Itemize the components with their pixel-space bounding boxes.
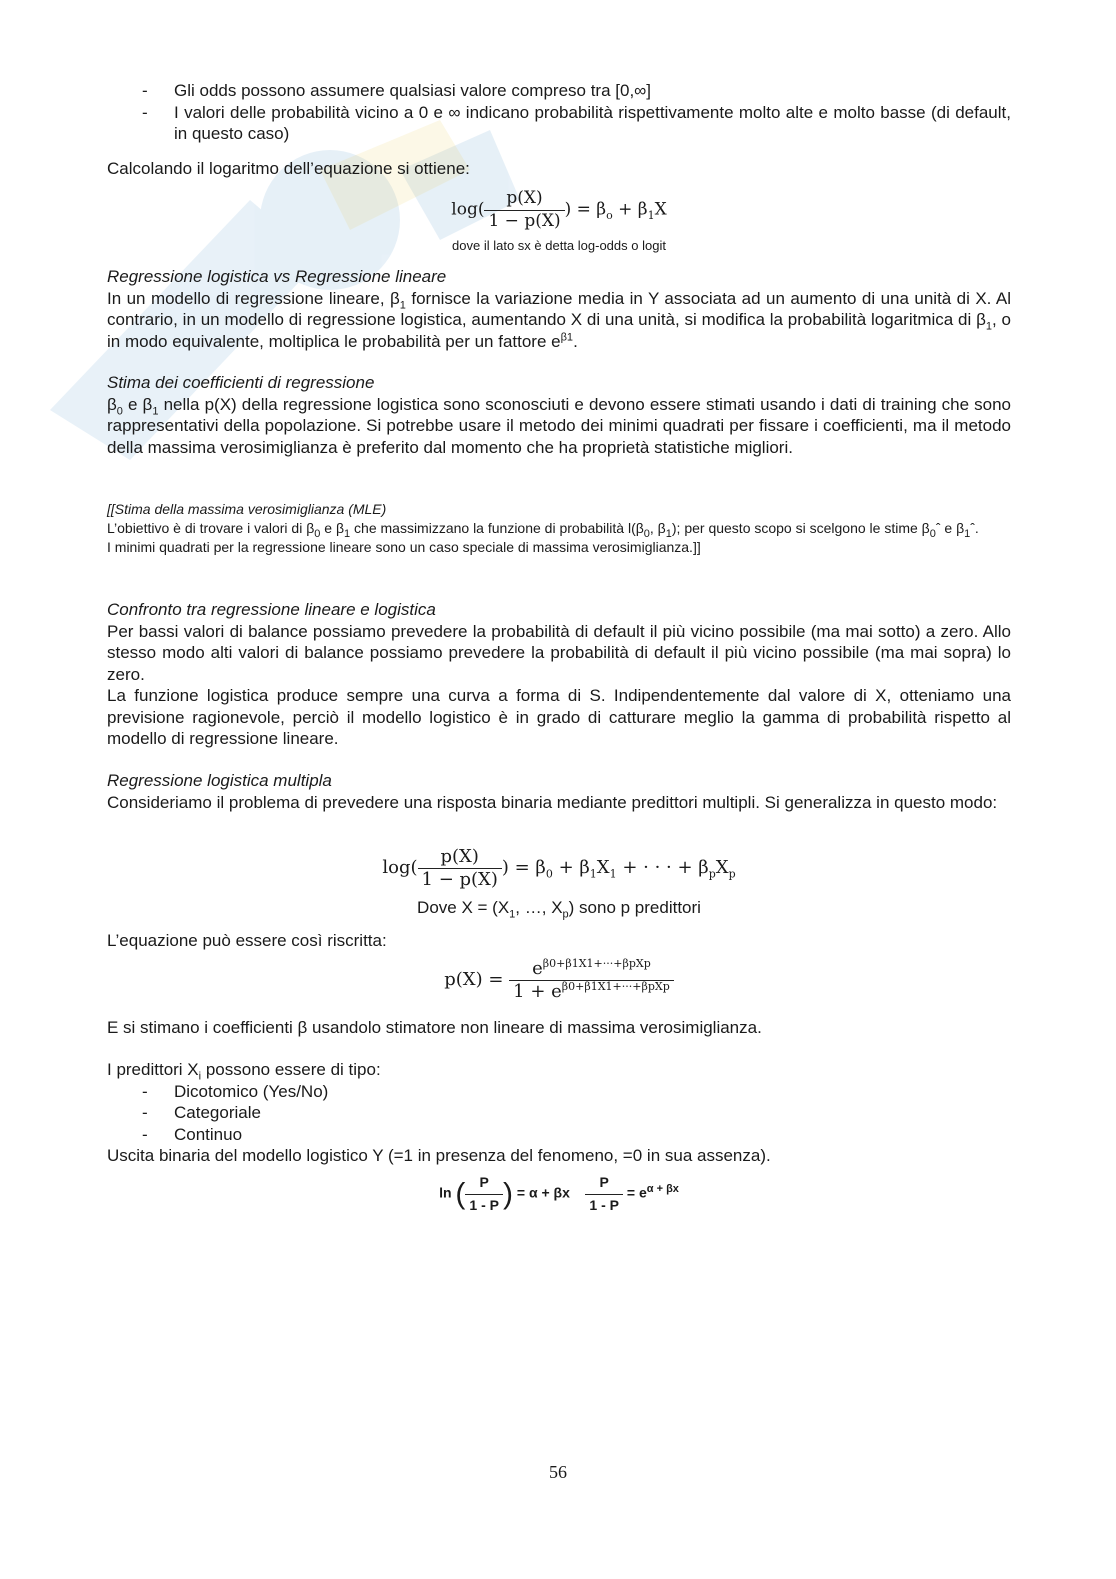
list-item: - Continuo xyxy=(107,1124,1011,1146)
predictors-caption: Dove $X = (X_1$, …, $X_p$) sono p predittori xyxy=(417,898,701,921)
section-heading: Regressione logistica vs Regressione lineare xyxy=(107,267,447,286)
section-paragraph: In un modello di regressione lineare, $\beta_1$ fornisce la variazione media in Y associata ad un aumento di una unità di X. Al contrario, in un modello di regressione logistica, aumentando X di una unità, si modifica la probabilità logaritmica di $\beta_1$, o in modo equivalente, moltiplica le probabilità per un fattore $e^{\beta 1}$. xyxy=(107,288,1012,351)
list-item: - Gli odds possono assumere qualsiasi valore compreso tra [0,∞] xyxy=(107,80,1011,102)
section-heading: Confronto tra regressione lineare e logistica xyxy=(107,600,436,619)
section-heading: [[Stima della massima verosimiglianza (MLE) xyxy=(107,501,387,517)
probability-formula: p(X) = $\frac{e^{\beta 0+\beta 1X1+\cdot\cdot\cdot+\beta pXp}}{1 + e^{\beta 0+\beta 1X1+\cdot\cdot\cdot+\beta pXp}}$ xyxy=(107,958,1011,1002)
section-vs xyxy=(107,266,1011,352)
section-paragraph: I minimi quadrati per la regressione lineare sono un caso speciale di massima verosimiglianza.]] xyxy=(107,539,701,555)
list-item: - I valori delle probabilità vicino a 0 e ∞ indicano probabilità rispettivamente molto alte e molto basse (di default, in questo caso) xyxy=(107,102,1011,145)
fraction: $\frac{p(X)}{1 - p(X)}$ xyxy=(484,188,564,232)
section-paragraph: Consideriamo il problema di prevedere una risposta binaria mediante predittori multipli. Si generalizza in questo modo: xyxy=(107,792,998,812)
section-predittori xyxy=(107,1059,1011,1167)
fraction: $\frac{P}{1 - P}$ xyxy=(585,1172,623,1216)
ln-formula: ln ( $\frac{P}{1 - P}$ ) = α + βx $\frac{P}{1 - P}$ = $e^{\alpha + \beta x}$ xyxy=(107,1172,1011,1216)
multiple-logit-formula: log( $\frac{p(X)}{1 - p(X)}$ ) = $\beta_0 + \beta_1X_1$ + · · · + $\beta_pX_p$ xyxy=(382,846,736,890)
section-paragraph: $\beta_0$ e $\beta_1$ nella p(X) della regressione logistica sono sconosciuti e devono essere stimati usando i dati di training che sono rappresentativi della popolazione. Si potrebbe usare il metodo dei minimi quadrati per fissare i coefficienti, ma il metodo della massima verosimiglianza è preferito dal momento che ha proprietà statistiche migliori. xyxy=(107,394,1011,457)
fraction: $\frac{P}{1 - P}$ xyxy=(465,1172,503,1216)
predictor-type-list xyxy=(107,1081,1011,1146)
section-heading: Stima dei coefficienti di regressione xyxy=(107,373,375,392)
section-mle xyxy=(107,500,1011,557)
rewrite-text: L’equazione può essere così riscritta: xyxy=(107,931,387,950)
section-multipla xyxy=(107,770,1011,813)
section-stima xyxy=(107,372,1011,458)
log-intro: Calcolando il logaritmo dell’equazione si ottiene: xyxy=(107,159,470,178)
section-confronto xyxy=(107,599,1011,750)
fraction: $\frac{e^{\beta 0+\beta 1X1+\cdot\cdot\cdot+\beta pXp}}{1 + e^{\beta 0+\beta 1X1+\cdot\cdot\cdot+\beta pXp}}$ xyxy=(509,958,674,1002)
section-paragraph: L’obiettivo è di trovare i valori di $\beta_0$ e $\beta_1$ che massimizzano la funzione di probabilità $l(\beta_0$, $\beta_1$); per questo scopo si scelgono le stime $\beta_0ˆ$ e $\beta_1ˆ$. xyxy=(107,520,979,540)
top-bullet-list xyxy=(107,80,1011,145)
section-paragraph: I predittori $X_i$ possono essere di tipo: xyxy=(107,1060,381,1083)
section-paragraph: La funzione logistica produce sempre una curva a forma di S. Indipendentemente dal valore di X, otteniamo una previsione ragionevole, perciò il modello logistico è in grado di catturare meglio la gamma di probabilità rispetto al modello di regressione lineare. xyxy=(107,686,1011,748)
formula-caption: dove il lato sx è detta log-odds o logit xyxy=(452,238,666,253)
page-number: 56 xyxy=(549,1462,567,1482)
section-heading: Regressione logistica multipla xyxy=(107,771,332,790)
logit-formula: log( $\frac{p(X)}{1 - p(X)}$ ) = $\beta_o + \beta_1X$ xyxy=(451,188,667,231)
section-paragraph: Per bassi valori di balance possiamo prevedere la probabilità di default il più vicino possibile (ma mai sotto) a zero. Allo stesso modo alti valori di balance possiamo prevedere la probabilità di default il più vicino possibile (ma mai sopra) lo zero. xyxy=(107,621,1011,684)
list-item: - Dicotomico (Yes/No) xyxy=(107,1081,1011,1103)
fraction: $\frac{p(X)}{1 - p(X)}$ xyxy=(418,846,502,890)
stima-text: E si stimano i coefficienti β usandolo stimatore non lineare di massima verosimiglianza. xyxy=(107,1018,762,1037)
list-item: - Categoriale xyxy=(107,1102,1011,1124)
section-paragraph: Uscita binaria del modello logistico Y (=1 in presenza del fenomeno, =0 in sua assenza). xyxy=(107,1146,771,1165)
